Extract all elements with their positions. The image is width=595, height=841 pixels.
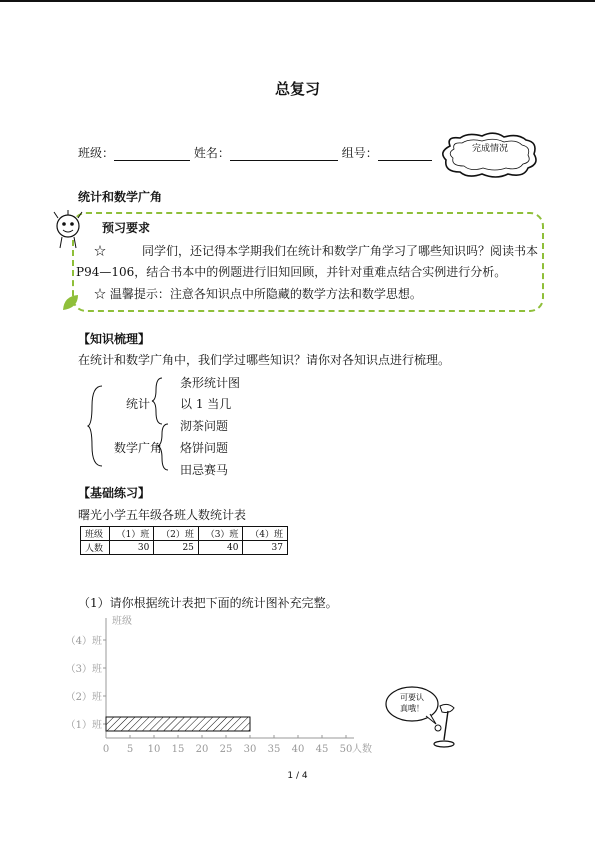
- leaf-icon: [60, 292, 82, 314]
- knowledge-heading: 【知识梳理】: [78, 332, 151, 346]
- x-tick-label: 15: [171, 744, 185, 755]
- question-1: （1）请你根据统计表把下面的统计图补充完整。: [78, 596, 338, 610]
- x-tick-label: 40: [291, 744, 305, 755]
- class-field[interactable]: [114, 148, 190, 161]
- page-number: 1 / 4: [287, 771, 308, 781]
- section-title: 统计和数学广角: [78, 190, 163, 204]
- table-title: 曙光小学五年级各班人数统计表: [78, 508, 247, 522]
- group-field[interactable]: [378, 148, 432, 161]
- x-tick-label: 30: [243, 744, 257, 755]
- x-axis-label: 人数: [352, 744, 372, 755]
- class-bar-chart: [65, 612, 390, 762]
- math-item-1: 沏茶问题: [180, 419, 229, 433]
- name-label: 姓名：: [193, 146, 230, 160]
- y-tick-label: （1）班: [65, 720, 102, 731]
- mascot-bubble: [384, 684, 474, 756]
- table-cell: 25: [154, 541, 199, 555]
- page-title: 总复习: [274, 80, 320, 98]
- y-tick-label: （2）班: [65, 692, 102, 703]
- table-row: [81, 541, 288, 555]
- table-cell: 37: [243, 541, 288, 555]
- table-cell: （3）班: [198, 527, 243, 541]
- math-item-3: 田忌赛马: [180, 463, 229, 477]
- knowledge-brackets: [88, 372, 188, 480]
- table-cell: （4）班: [243, 527, 288, 541]
- table-cell: 班级: [81, 527, 110, 541]
- completion-badge-label: 完成情况: [471, 144, 509, 154]
- bubble-text-1: 可要认: [400, 693, 424, 702]
- table-cell: （2）班: [154, 527, 199, 541]
- group-label: 组号：: [341, 146, 378, 160]
- preview-heading: 预习要求: [102, 221, 151, 235]
- stat-item-1: 条形统计图: [180, 376, 241, 390]
- bar-1: [106, 717, 250, 731]
- x-tick-label: 35: [267, 744, 281, 755]
- x-tick-label: 45: [315, 744, 329, 755]
- preview-paragraph-1: ☆ 同学们，还记得本学期我们在统计和数学广角学习了哪些知识吗？阅读书本: [94, 244, 539, 258]
- name-field[interactable]: [230, 148, 338, 161]
- mascot-icon: [50, 210, 86, 250]
- x-tick-label: 25: [219, 744, 233, 755]
- table-cell: 40: [198, 541, 243, 555]
- math-item-2: 烙饼问题: [180, 441, 229, 455]
- table-cell: 30: [109, 541, 154, 555]
- knowledge-intro: 在统计和数学广角中，我们学过哪些知识？请你对各知识点进行梳理。: [78, 353, 451, 367]
- table-row: [81, 527, 288, 541]
- bubble-text-2: 真哦！: [400, 704, 424, 713]
- math-label: 数学广角: [114, 441, 163, 455]
- preview-paragraph-2: ☆ 温馨提示：注意各知识点中所隐藏的数学方法和数学思想。: [94, 287, 422, 301]
- table-cell: （1）班: [109, 527, 154, 541]
- x-tick-label: 0: [102, 744, 110, 755]
- preview-paragraph-1-cont: P94—106，结合书本中的例题进行旧知回顾，并针对重难点结合实例进行分析。: [76, 265, 507, 279]
- x-tick-label: 10: [147, 744, 161, 755]
- y-axis-label: 班级: [112, 616, 132, 627]
- x-tick-label: 50: [339, 744, 353, 755]
- class-label: 班级：: [78, 146, 115, 160]
- table-cell: 人数: [81, 541, 110, 555]
- stat-item-2: 以 1 当几: [180, 397, 232, 411]
- class-count-table: [80, 526, 288, 555]
- completion-badge: [438, 132, 542, 178]
- y-tick-label: （3）班: [65, 664, 102, 675]
- student-info-row: [78, 144, 432, 161]
- stat-label: 统计: [126, 397, 151, 411]
- top-rule: [0, 0, 595, 2]
- practice-heading: 【基础练习】: [78, 486, 151, 500]
- y-tick-label: （4）班: [65, 636, 102, 647]
- x-tick-label: 5: [126, 744, 134, 755]
- x-tick-label: 20: [195, 744, 209, 755]
